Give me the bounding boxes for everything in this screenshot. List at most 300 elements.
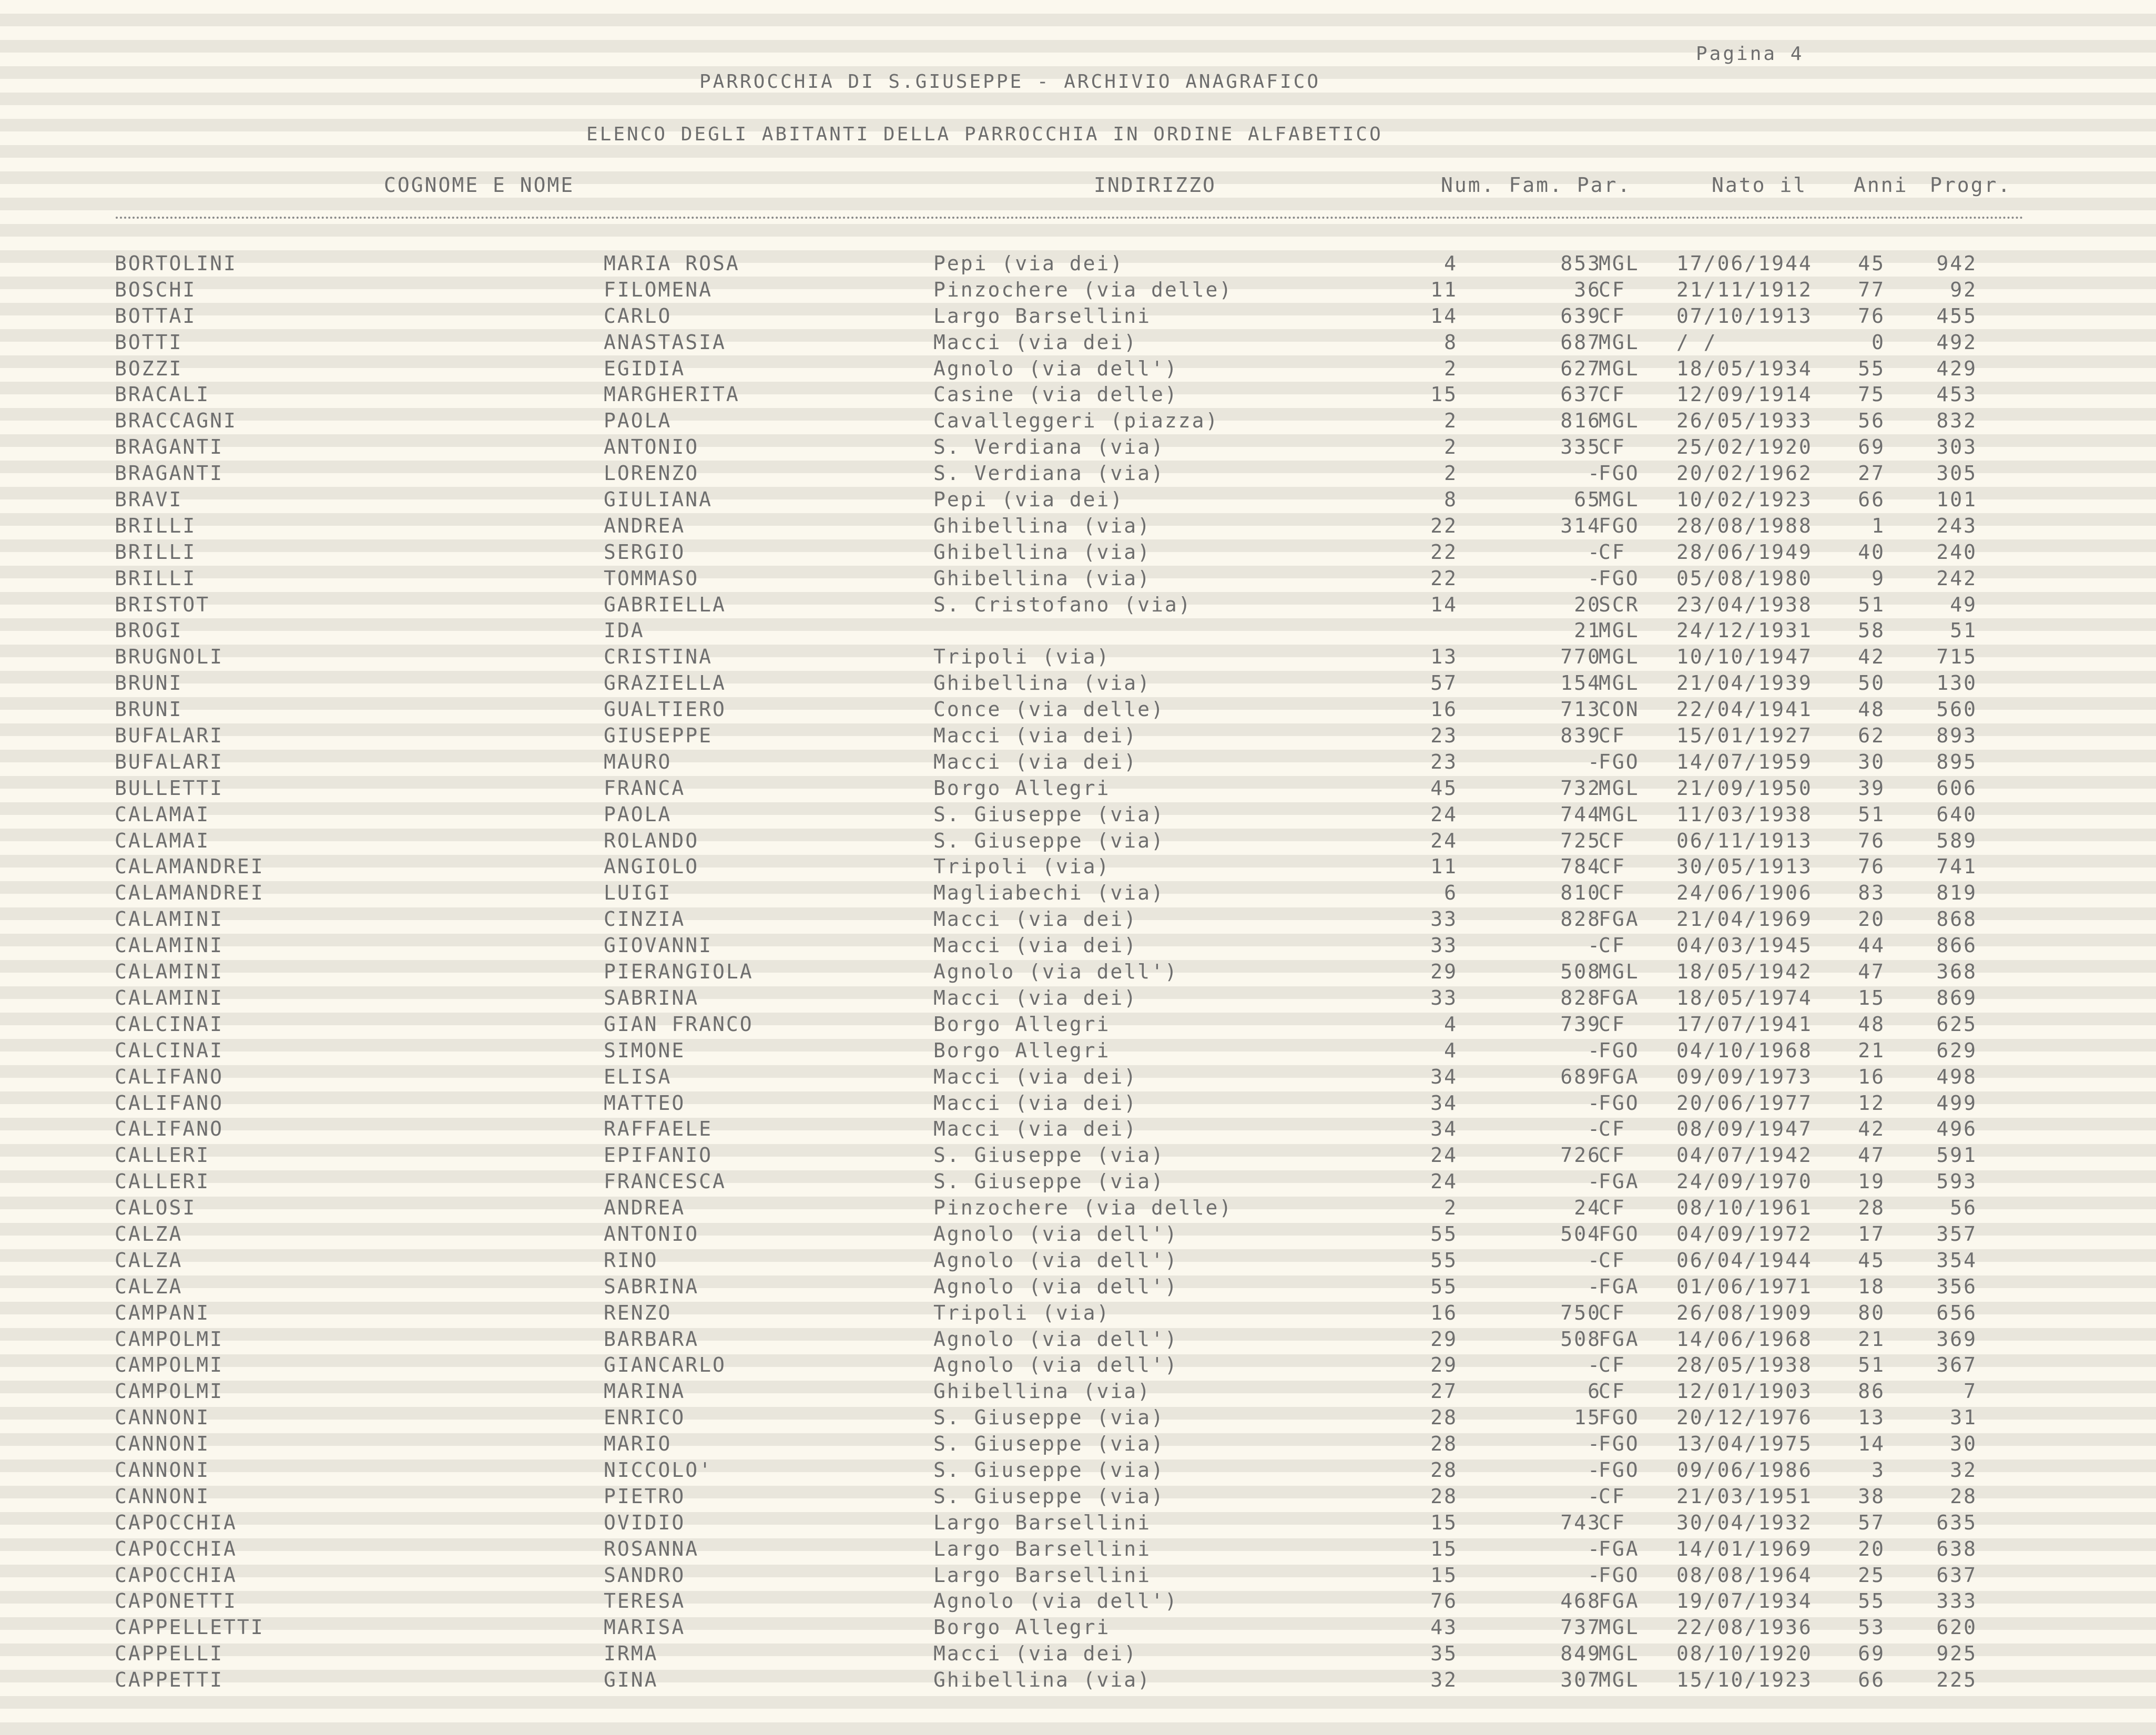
family-number-cell: 508 [1560,960,1601,984]
progressive-number-cell: 499 [1936,1091,1977,1115]
address-cell: S. Giuseppe (via) [933,802,1165,826]
birth-date-cell: 05/08/1980 [1676,566,1813,590]
address-cell: Largo Barsellini [933,1563,1152,1587]
age-cell: 47 [1858,960,1885,984]
progressive-number-cell: 305 [1936,462,1977,485]
surname-cell: CAPOCCHIA [115,1537,237,1560]
surname-cell: CAMPOLMI [115,1353,224,1377]
address-cell: Borgo Allegri [933,1038,1111,1062]
age-cell: 45 [1858,252,1885,275]
birth-date-cell: 15/10/1923 [1676,1668,1813,1692]
address-cell: Pinzochere (via delle) [933,1196,1233,1220]
address-cell: S. Giuseppe (via) [933,1458,1165,1482]
table-row [0,1588,2156,1615]
surname-cell: CAMPOLMI [115,1380,224,1403]
age-cell: 47 [1858,1144,1885,1167]
given-name-cell: ANGIOLO [604,855,699,879]
table-row [0,1615,2156,1641]
progressive-number-cell: 629 [1936,1038,1977,1062]
age-cell: 55 [1858,1589,1885,1613]
table-row [0,1195,2156,1221]
relationship-cell: CF [1599,1511,1626,1534]
address-cell: Pepi (via dei) [933,488,1124,512]
progressive-number-cell: 591 [1936,1144,1977,1167]
surname-cell: BRILLI [115,540,197,564]
progressive-number-cell: 367 [1936,1353,1977,1377]
street-number-cell: 27 [1430,1380,1458,1403]
relationship-cell: CF [1599,1012,1626,1036]
street-number-cell: 8 [1444,330,1458,354]
street-number-cell: 15 [1430,1511,1458,1534]
age-cell: 45 [1858,1248,1885,1272]
given-name-cell: IRMA [604,1642,658,1666]
family-number-cell: 504 [1560,1222,1601,1246]
given-name-cell: MARGHERITA [604,383,740,406]
age-cell: 48 [1858,698,1885,721]
street-number-cell: 55 [1430,1248,1458,1272]
relationship-cell: CF [1599,1301,1626,1324]
birth-date-cell: 01/06/1971 [1676,1274,1813,1298]
table-row [0,670,2156,697]
street-number-cell: 43 [1430,1616,1458,1639]
progressive-number-cell: 357 [1936,1222,1977,1246]
table-row [0,513,2156,539]
street-number-cell: 29 [1430,1353,1458,1377]
given-name-cell: OVIDIO [604,1511,686,1534]
relationship-cell: CF [1599,383,1626,406]
street-number-cell: 15 [1430,1537,1458,1560]
family-number-cell: 627 [1560,356,1601,380]
street-number-cell: 57 [1430,671,1458,695]
family-number-cell: 24 [1574,1196,1601,1220]
age-cell: 39 [1858,776,1885,800]
family-number-cell: 314 [1560,514,1601,537]
surname-cell: CALIFANO [115,1065,224,1088]
birth-date-cell: 24/09/1970 [1676,1170,1813,1193]
relationship-cell: FGA [1599,1274,1640,1298]
surname-cell: BRAGANTI [115,435,224,459]
progressive-number-cell: 589 [1936,829,1977,852]
family-number-cell: 508 [1560,1327,1601,1351]
family-number-cell: 770 [1560,645,1601,669]
age-cell: 57 [1858,1511,1885,1534]
age-cell: 42 [1858,1117,1885,1141]
relationship-cell: CF [1599,435,1626,459]
address-cell: Magliabechi (via) [933,881,1165,905]
table-row [0,1352,2156,1379]
surname-cell: CALZA [115,1248,183,1272]
given-name-cell: FILOMENA [604,278,713,301]
family-number-cell: - [1588,934,1601,957]
relationship-cell: CF [1599,278,1626,301]
relationship-cell: FGO [1599,1406,1640,1430]
birth-date-cell: 14/01/1969 [1676,1537,1813,1560]
progressive-number-cell: 819 [1936,881,1977,905]
address-cell: S. Verdiana (via) [933,435,1165,459]
progressive-number-cell: 51 [1950,619,1977,642]
birth-date-cell: 08/10/1961 [1676,1196,1813,1220]
progressive-number-cell: 895 [1936,750,1977,773]
relationship-cell: FGA [1599,1589,1640,1613]
street-number-cell: 14 [1430,593,1458,616]
given-name-cell: IDA [604,619,645,642]
given-name-cell: ANASTASIA [604,330,726,354]
progressive-number-cell: 101 [1936,488,1977,512]
street-number-cell: 15 [1430,1563,1458,1587]
street-number-cell: 22 [1430,514,1458,537]
street-number-cell: 24 [1430,802,1458,826]
progressive-number-cell: 560 [1936,698,1977,721]
progressive-number-cell: 368 [1936,960,1977,984]
street-number-cell: 45 [1430,776,1458,800]
given-name-cell: FRANCA [604,776,686,800]
birth-date-cell: 06/11/1913 [1676,829,1813,852]
relationship-cell: SCR [1599,593,1640,616]
given-name-cell: GIOVANNI [604,934,713,957]
relationship-cell: CF [1599,1144,1626,1167]
relationship-cell: MGL [1599,356,1640,380]
birth-date-cell: 11/03/1938 [1676,802,1813,826]
table-row [0,1405,2156,1431]
progressive-number-cell: 7 [1964,1380,1977,1403]
given-name-cell: ANTONIO [604,435,699,459]
surname-cell: CALIFANO [115,1117,224,1141]
family-number-cell: - [1588,1432,1601,1456]
given-name-cell: ANDREA [604,1196,686,1220]
birth-date-cell: 15/01/1927 [1676,724,1813,748]
relationship-cell: FGA [1599,1327,1640,1351]
relationship-cell: MGL [1599,1668,1640,1692]
given-name-cell: PAOLA [604,802,672,826]
age-cell: 27 [1858,462,1885,485]
progressive-number-cell: 49 [1950,593,1977,616]
street-number-cell: 11 [1430,855,1458,879]
family-number-cell: - [1588,1353,1601,1377]
table-row [0,1563,2156,1589]
given-name-cell: TOMMASO [604,566,699,590]
age-cell: 20 [1858,1537,1885,1560]
birth-date-cell: 20/02/1962 [1676,462,1813,485]
address-cell: Macci (via dei) [933,1117,1138,1141]
age-cell: 51 [1858,802,1885,826]
surname-cell: BRILLI [115,566,197,590]
birth-date-cell: 14/07/1959 [1676,750,1813,773]
age-cell: 58 [1858,619,1885,642]
street-number-cell: 28 [1430,1458,1458,1482]
age-cell: 83 [1858,881,1885,905]
progressive-number-cell: 303 [1936,435,1977,459]
relationship-cell: MGL [1599,330,1640,354]
address-cell: Macci (via dei) [933,330,1138,354]
birth-date-cell: 26/05/1933 [1676,409,1813,433]
address-cell: Casine (via delle) [933,383,1178,406]
table-row [0,1431,2156,1457]
street-number-cell: 28 [1430,1432,1458,1456]
age-cell: 18 [1858,1274,1885,1298]
progressive-number-cell: 656 [1936,1301,1977,1324]
surname-cell: CALAMAI [115,802,210,826]
birth-date-cell: 21/04/1969 [1676,907,1813,931]
surname-cell: BRUNI [115,698,183,721]
surname-cell: BRUNI [115,671,183,695]
progressive-number-cell: 496 [1936,1117,1977,1141]
progressive-number-cell: 242 [1936,566,1977,590]
given-name-cell: EGIDIA [604,356,686,380]
age-cell: 19 [1858,1170,1885,1193]
table-row [0,408,2156,434]
relationship-cell: FGA [1599,986,1640,1009]
family-number-cell: 744 [1560,802,1601,826]
report-subtitle: ELENCO DEGLI ABITANTI DELLA PARROCCHIA IN ORDINE ALFABETICO [586,124,1383,145]
street-number-cell: 4 [1444,1012,1458,1036]
relationship-cell: MGL [1599,645,1640,669]
surname-cell: BRACALI [115,383,210,406]
progressive-number-cell: 225 [1936,1668,1977,1692]
relationship-cell: FGO [1599,750,1640,773]
given-name-cell: PIETRO [604,1484,686,1508]
table-row [0,434,2156,461]
table-row [0,330,2156,356]
street-number-cell: 33 [1430,986,1458,1009]
street-number-cell: 34 [1430,1065,1458,1088]
column-header-age: Anni [1854,174,1908,197]
birth-date-cell: 30/05/1913 [1676,855,1813,879]
relationship-cell: MGL [1599,409,1640,433]
birth-date-cell: 09/09/1973 [1676,1065,1813,1088]
given-name-cell: PAOLA [604,409,672,433]
address-cell: Conce (via delle) [933,698,1165,721]
age-cell: 0 [1872,330,1885,354]
street-number-cell: 11 [1430,278,1458,301]
relationship-cell: CF [1599,724,1626,748]
given-name-cell: ANDREA [604,514,686,537]
address-cell: Pinzochere (via delle) [933,278,1233,301]
progressive-number-cell: 356 [1936,1274,1977,1298]
family-number-cell: 154 [1560,671,1601,695]
given-name-cell: GABRIELLA [604,593,726,616]
progressive-number-cell: 92 [1950,278,1977,301]
progressive-number-cell: 28 [1950,1484,1977,1508]
table-row [0,1064,2156,1090]
age-cell: 15 [1858,986,1885,1009]
table-row [0,1038,2156,1064]
address-cell: Ghibellina (via) [933,1380,1152,1403]
given-name-cell: RINO [604,1248,658,1272]
relationship-cell: FGO [1599,462,1640,485]
birth-date-cell: 12/01/1903 [1676,1380,1813,1403]
family-number-cell: - [1588,1038,1601,1062]
street-number-cell: 28 [1430,1406,1458,1430]
birth-date-cell: 08/08/1964 [1676,1563,1813,1587]
surname-cell: BORTOLINI [115,252,237,275]
relationship-cell: CF [1599,1353,1626,1377]
table-row [0,749,2156,775]
given-name-cell: ROLANDO [604,829,699,852]
birth-date-cell: 07/10/1913 [1676,304,1813,328]
surname-cell: BOTTI [115,330,183,354]
birth-date-cell: 21/03/1951 [1676,1484,1813,1508]
address-cell: S. Giuseppe (via) [933,829,1165,852]
table-row [0,1484,2156,1510]
table-row [0,828,2156,854]
given-name-cell: TERESA [604,1589,686,1613]
table-row [0,697,2156,723]
table-row [0,933,2156,959]
family-number-cell: - [1588,1091,1601,1115]
progressive-number-cell: 498 [1936,1065,1977,1088]
address-cell: Agnolo (via dell') [933,1327,1178,1351]
surname-cell: CAPPETTI [115,1668,224,1692]
surname-cell: CANNONI [115,1484,210,1508]
birth-date-cell: 20/06/1977 [1676,1091,1813,1115]
relationship-cell: FGO [1599,566,1640,590]
given-name-cell: GUALTIERO [604,698,726,721]
progressive-number-cell: 453 [1936,383,1977,406]
table-row [0,1641,2156,1667]
table-row [0,251,2156,277]
street-number-cell: 34 [1430,1117,1458,1141]
given-name-cell: CRISTINA [604,645,713,669]
age-cell: 53 [1858,1616,1885,1639]
age-cell: 12 [1858,1091,1885,1115]
table-row [0,644,2156,670]
address-cell: Tripoli (via) [933,855,1111,879]
street-number-cell: 24 [1430,829,1458,852]
street-number-cell: 6 [1444,881,1458,905]
table-row [0,1116,2156,1142]
surname-cell: CALAMINI [115,934,224,957]
given-name-cell: SABRINA [604,986,699,1009]
street-number-cell: 29 [1430,1327,1458,1351]
table-row [0,723,2156,749]
progressive-number-cell: 640 [1936,802,1977,826]
progressive-number-cell: 638 [1936,1537,1977,1560]
age-cell: 77 [1858,278,1885,301]
surname-cell: BRILLI [115,514,197,537]
table-row [0,854,2156,880]
birth-date-cell: 21/09/1950 [1676,776,1813,800]
progressive-number-cell: 866 [1936,934,1977,957]
table-row [0,1090,2156,1117]
given-name-cell: GIANCARLO [604,1353,726,1377]
age-cell: 66 [1858,488,1885,512]
table-row [0,1169,2156,1195]
surname-cell: BUFALARI [115,724,224,748]
street-number-cell: 29 [1430,960,1458,984]
family-number-cell: 784 [1560,855,1601,879]
family-number-cell: 725 [1560,829,1601,852]
age-cell: 69 [1858,1642,1885,1666]
birth-date-cell: 21/04/1939 [1676,671,1813,695]
address-cell: Macci (via dei) [933,1065,1138,1088]
age-cell: 17 [1858,1222,1885,1246]
birth-date-cell: / / [1676,330,1717,354]
given-name-cell: MARINA [604,1380,686,1403]
age-cell: 38 [1858,1484,1885,1508]
table-row [0,1667,2156,1693]
age-cell: 51 [1858,593,1885,616]
given-name-cell: ANTONIO [604,1222,699,1246]
address-cell: Macci (via dei) [933,907,1138,931]
surname-cell: CALZA [115,1222,183,1246]
resident-list [0,251,2156,1693]
progressive-number-cell: 925 [1936,1642,1977,1666]
family-number-cell: 639 [1560,304,1601,328]
address-cell: Agnolo (via dell') [933,1589,1178,1613]
table-row [0,539,2156,566]
address-cell: Agnolo (via dell') [933,356,1178,380]
birth-date-cell: 22/08/1936 [1676,1616,1813,1639]
progressive-number-cell: 606 [1936,776,1977,800]
family-number-cell: - [1588,1537,1601,1560]
surname-cell: BRAGANTI [115,462,224,485]
surname-cell: BRUGNOLI [115,645,224,669]
progressive-number-cell: 868 [1936,907,1977,931]
surname-cell: CALCINAI [115,1038,224,1062]
birth-date-cell: 09/06/1986 [1676,1458,1813,1482]
birth-date-cell: 24/06/1906 [1676,881,1813,905]
surname-cell: CALLERI [115,1144,210,1167]
street-number-cell: 55 [1430,1274,1458,1298]
progressive-number-cell: 741 [1936,855,1977,879]
column-header-progr: Progr. [1930,174,2012,197]
table-row [0,880,2156,906]
address-cell: Ghibellina (via) [933,671,1152,695]
age-cell: 44 [1858,934,1885,957]
address-cell: S. Cristofano (via) [933,593,1192,616]
birth-date-cell: 24/12/1931 [1676,619,1813,642]
given-name-cell: LORENZO [604,462,699,485]
surname-cell: BOZZI [115,356,183,380]
age-cell: 69 [1858,435,1885,459]
age-cell: 1 [1872,514,1885,537]
birth-date-cell: 08/09/1947 [1676,1117,1813,1141]
address-cell: Agnolo (via dell') [933,1222,1178,1246]
family-number-cell: - [1588,1458,1601,1482]
address-cell: Agnolo (via dell') [933,1274,1178,1298]
family-number-cell: 687 [1560,330,1601,354]
surname-cell: CALLERI [115,1170,210,1193]
age-cell: 66 [1858,1668,1885,1692]
given-name-cell: GIUSEPPE [604,724,713,748]
address-cell: Agnolo (via dell') [933,960,1178,984]
age-cell: 80 [1858,1301,1885,1324]
relationship-cell: CF [1599,1484,1626,1508]
street-number-cell: 32 [1430,1668,1458,1692]
table-row [0,592,2156,618]
table-row [0,985,2156,1012]
family-number-cell: 732 [1560,776,1601,800]
given-name-cell: GRAZIELLA [604,671,726,695]
address-cell: Tripoli (via) [933,645,1111,669]
street-number-cell: 22 [1430,566,1458,590]
age-cell: 30 [1858,750,1885,773]
surname-cell: CALAMINI [115,960,224,984]
progressive-number-cell: 455 [1936,304,1977,328]
family-number-cell: 335 [1560,435,1601,459]
relationship-cell: CF [1599,1196,1626,1220]
given-name-cell: SERGIO [604,540,686,564]
progressive-number-cell: 942 [1936,252,1977,275]
address-cell: S. Giuseppe (via) [933,1406,1165,1430]
age-cell: 16 [1858,1065,1885,1088]
progressive-number-cell: 243 [1936,514,1977,537]
age-cell: 25 [1858,1563,1885,1587]
relationship-cell: MGL [1599,1616,1640,1639]
street-number-cell: 2 [1444,356,1458,380]
street-number-cell: 23 [1430,724,1458,748]
surname-cell: CALAMANDREI [115,855,265,879]
